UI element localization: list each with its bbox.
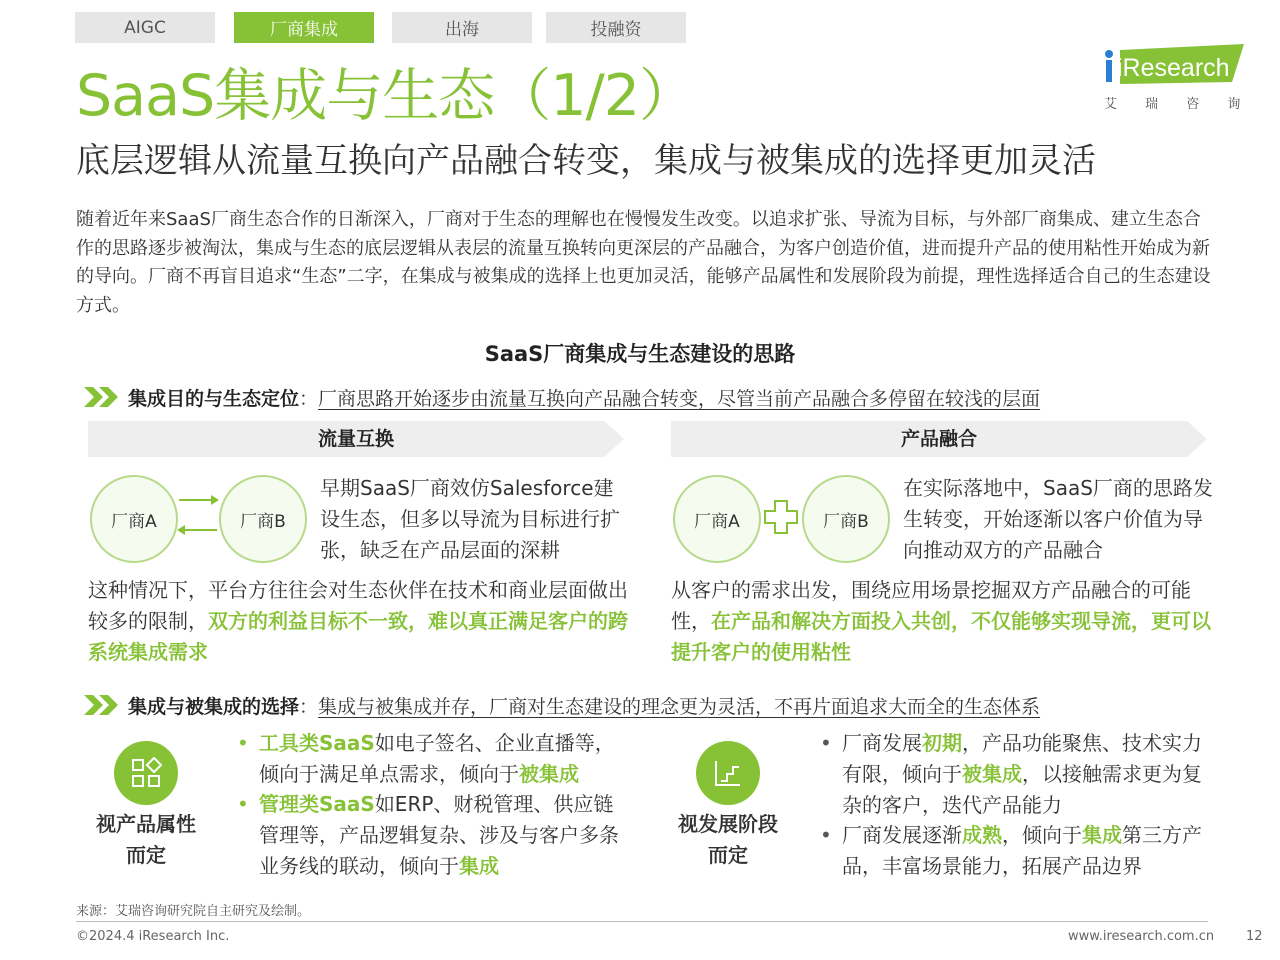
bullet-c: ，产品功能聚焦、技术实力有限，倾向于 xyxy=(842,731,1202,786)
double-chevron-icon xyxy=(84,693,122,717)
section-title: SaaS厂商集成与生态建设的思路 xyxy=(484,342,796,366)
double-chevron-icon xyxy=(84,385,122,409)
bullet-e: 第三方产品，丰富场景能力，拓展产品边界 xyxy=(842,823,1202,878)
traffic-exchange-desc: 早期SaaS厂商效仿Salesforce建设生态，但多以导流为目标进行扩张，缺乏在产品层面的深耕 xyxy=(320,476,620,562)
label-line2: 而定 xyxy=(708,843,748,867)
footer-url[interactable]: www.iresearch.com.cn xyxy=(1068,929,1215,944)
body-plain: 这种情况下，平台方往往会对生态伙伴在技术和商业层面做出较多的限制， xyxy=(88,578,628,633)
bullet-dot: • xyxy=(237,792,249,816)
product-fusion-desc: 在实际落地中，SaaS厂商的思路发生转变，开始逐渐以客户价值为导向推动双方的产品融合 xyxy=(903,476,1213,562)
bullet-mature-stage xyxy=(820,820,1214,882)
bullet-b: 成熟 xyxy=(962,823,1002,847)
bullet-dot: • xyxy=(820,731,832,755)
footer-divider xyxy=(76,921,1208,922)
vendor-b-circle xyxy=(802,475,890,563)
intro-paragraph: 随着近年来SaaS厂商生态合作的日渐深入，厂商对于生态的理解也在慢慢发生改变。以追求扩张、导流为目标，与外部厂商集成、建立生态合作的思路逐步被淘汰，集成与生态的底层逻辑从表层的流量互换转向更深层的产品融合，为客户创造价值，进而提升产品的使用粘性开始成为新的导向。厂商不再盲目追求“生态”二字，在集成与被集成的选择上也更加灵活，能够产品属性和发展阶段为前提，理性选择适合自己的生态建设方式。 xyxy=(76,209,1211,316)
page-title: SaaS集成与生态（1/2） xyxy=(76,63,695,129)
copyright: ©2024.4 iResearch Inc. xyxy=(76,929,230,944)
row-heading-choice xyxy=(84,691,1040,719)
bullet-bold: 管理类SaaS xyxy=(259,792,375,816)
bullet-a: 厂商发展逐渐 xyxy=(842,823,962,847)
body-plain: 从客户的需求出发，围绕应用场景挖掘双方产品融合的可能性， xyxy=(671,578,1191,633)
banner-label: 产品融合 xyxy=(900,428,977,450)
logo-brand-text: iResearch xyxy=(1117,54,1230,82)
label-line1: 视发展阶段 xyxy=(678,812,778,836)
grid-icon xyxy=(114,741,178,805)
product-attribute-label xyxy=(86,809,206,871)
bullet-end: 集成 xyxy=(459,854,499,878)
vendor-b-label: 厂商B xyxy=(823,511,869,532)
bullet-d: 被集成 xyxy=(962,762,1022,786)
bullet-b: 初期 xyxy=(922,731,962,755)
development-stage-label xyxy=(668,809,788,871)
bullet-end: 被集成 xyxy=(519,762,579,786)
body-highlight: 在产品和解决方面投入共创，不仅能够实现导流，更可以提升客户的使用粘性 xyxy=(671,609,1211,664)
stairs-icon xyxy=(696,741,760,805)
row-heading-label: 集成与被集成的选择 xyxy=(128,695,300,718)
body-highlight: 双方的利益目标不一致，难以真正满足客户的跨系统集成需求 xyxy=(88,609,628,664)
row-heading-purpose xyxy=(84,383,1040,411)
exchange-arrows-icon xyxy=(175,488,221,542)
bullet-management-saas xyxy=(237,789,629,882)
row-heading-sep: ： xyxy=(299,387,319,410)
bullet-tool-saas xyxy=(237,728,629,790)
row-heading-text: 集成与被集成并存，厂商对生态建设的理念更为灵活，不再片面追求大而全的生态体系 xyxy=(318,695,1041,718)
banner-label: 流量互换 xyxy=(317,428,394,450)
vendor-a-circle xyxy=(673,475,761,563)
vendor-a-label: 厂商A xyxy=(694,511,740,532)
bullet-a: 厂商发展 xyxy=(842,731,922,755)
product-fusion-body xyxy=(671,575,1211,668)
tab-investment[interactable]: 投融资 xyxy=(546,12,686,43)
bullet-bold: 工具类SaaS xyxy=(259,731,375,755)
iresearch-logo xyxy=(1100,44,1250,116)
plus-icon xyxy=(764,500,798,534)
tab-vendor-integration[interactable]: 厂商集成 xyxy=(234,12,374,43)
row-heading-sep: ： xyxy=(299,695,319,718)
bullet-dot: • xyxy=(237,731,249,755)
bullet-text: 如电子签名、企业直播等，倾向于满足单点需求，倾向于 xyxy=(259,731,615,786)
bullet-d: 集成 xyxy=(1082,823,1122,847)
vendor-a-label: 厂商A xyxy=(111,511,157,532)
row-heading-text: 厂商思路开始逐步由流量互换向产品融合转变，尽管当前产品融合多停留在较浅的层面 xyxy=(318,387,1041,410)
tab-aigc[interactable]: AIGC xyxy=(75,12,215,43)
banner-traffic-exchange xyxy=(88,421,624,457)
page-number: 12 xyxy=(1246,929,1263,944)
row-heading-label: 集成目的与生态定位 xyxy=(128,387,300,410)
source-note: 来源：艾瑞咨询研究院自主研究及绘制。 xyxy=(76,904,311,919)
banner-product-fusion xyxy=(671,421,1207,457)
bullet-early-stage xyxy=(820,728,1214,821)
tab-overseas[interactable]: 出海 xyxy=(392,12,532,43)
bullet-text: 如ERP、财税管理、供应链管理等，产品逻辑复杂、涉及与客户多条业务线的联动，倾向于 xyxy=(259,792,619,878)
vendor-b-circle xyxy=(219,475,307,563)
label-line2: 而定 xyxy=(126,843,166,867)
traffic-exchange-body xyxy=(88,575,628,668)
bullet-c: ，倾向于 xyxy=(1002,823,1082,847)
logo-cn-text: 艾 瑞 咨 询 xyxy=(1104,97,1250,112)
bullet-e: ，以接触需求更为复杂的客户，迭代产品能力 xyxy=(842,762,1202,817)
bullet-dot: • xyxy=(820,823,832,847)
vendor-a-circle xyxy=(90,475,178,563)
vendor-b-label: 厂商B xyxy=(240,511,286,532)
label-line1: 视产品属性 xyxy=(96,812,196,836)
page-subtitle: 底层逻辑从流量互换向产品融合转变，集成与被集成的选择更加灵活 xyxy=(76,141,1096,181)
